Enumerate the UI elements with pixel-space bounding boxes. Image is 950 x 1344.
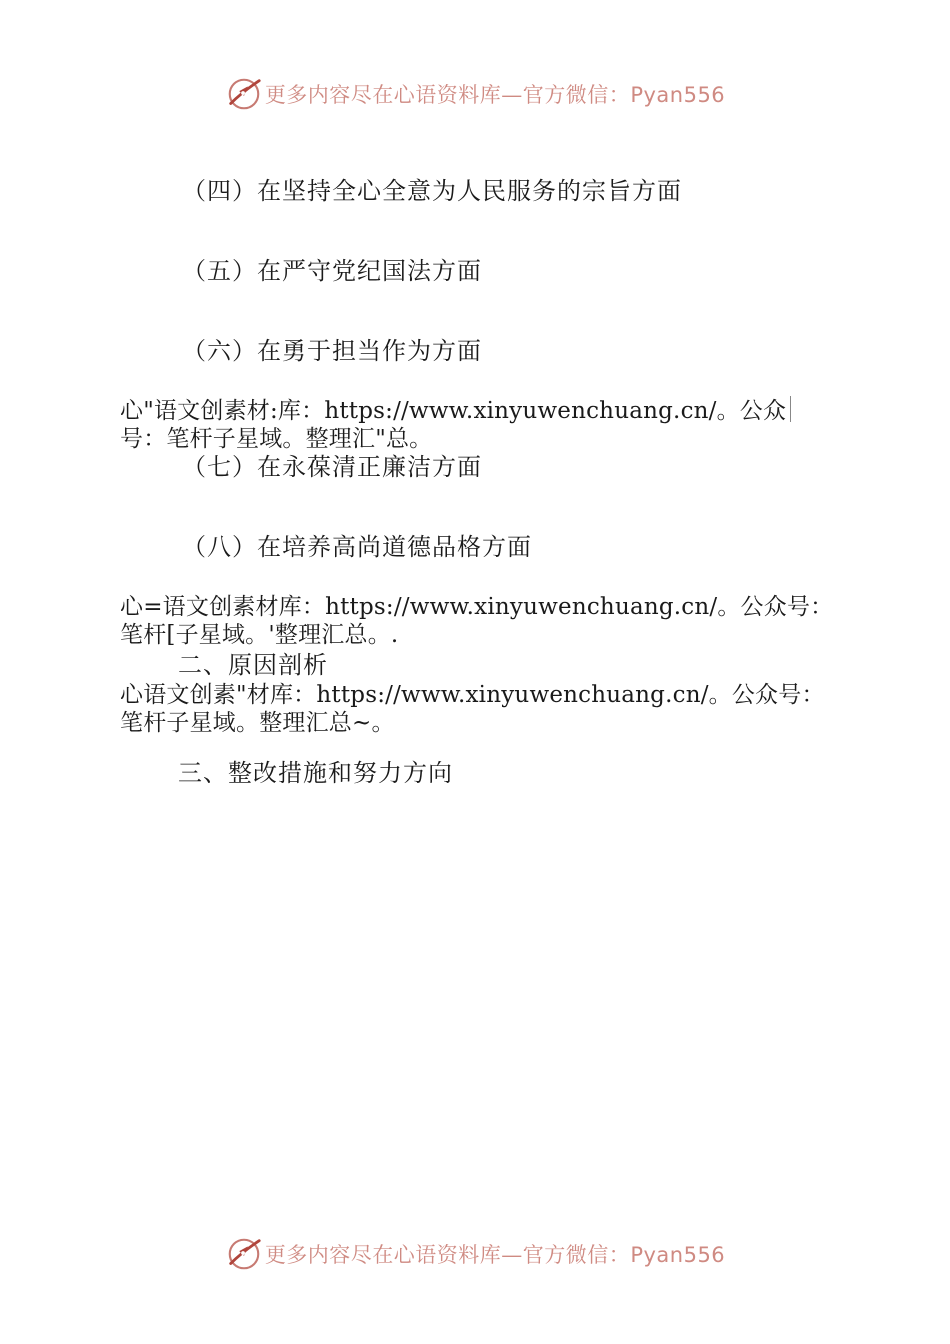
watermark-note-2-line-2: 笔杆[子星域。'整理汇总。. bbox=[120, 622, 399, 648]
section-heading-4: （四）在坚持全心全意为人民服务的宗旨方面 bbox=[182, 177, 682, 205]
section-heading-7: （七）在永葆清正廉洁方面 bbox=[182, 453, 482, 481]
watermark-note-3-line-1: 心语文创素"材库：https://www.xinyuwenchuang.cn/。公众号： bbox=[120, 682, 825, 708]
section-heading-5: （五）在严守党纪国法方面 bbox=[182, 257, 482, 285]
watermark-note-3-line-2: 笔杆子星域。整理汇总~。 bbox=[120, 710, 395, 736]
section-heading-8: （八）在培养高尚道德品格方面 bbox=[182, 533, 532, 561]
wechat-id: Pyan556 bbox=[630, 1243, 726, 1267]
footer-banner bbox=[0, 1232, 950, 1276]
text-cursor bbox=[790, 396, 791, 422]
section-heading-cause-analysis: 二、原因剖析 bbox=[178, 651, 328, 679]
watermark-note-1-line-1: 心"语文创素材:库：https://www.xinyuwenchuang.cn/。公众 bbox=[120, 396, 791, 426]
watermark-note-1-line-2: 号：笔杆子星域。整理汇"总。 bbox=[120, 426, 433, 452]
pen-logo-icon bbox=[225, 75, 263, 113]
banner-text: 更多内容尽在心语资料库—官方微信：Pyan556 bbox=[264, 1243, 726, 1267]
wechat-id: Pyan556 bbox=[630, 83, 726, 107]
header-banner bbox=[0, 72, 950, 116]
banner-text: 更多内容尽在心语资料库—官方微信：Pyan556 bbox=[264, 83, 726, 107]
watermark-note-2-line-1: 心=语文创素材库：https://www.xinyuwenchuang.cn/。公众号： bbox=[120, 594, 834, 620]
pen-logo-icon bbox=[225, 1235, 263, 1273]
section-heading-6: （六）在勇于担当作为方面 bbox=[182, 337, 482, 365]
section-heading-rectification: 三、整改措施和努力方向 bbox=[178, 759, 453, 787]
